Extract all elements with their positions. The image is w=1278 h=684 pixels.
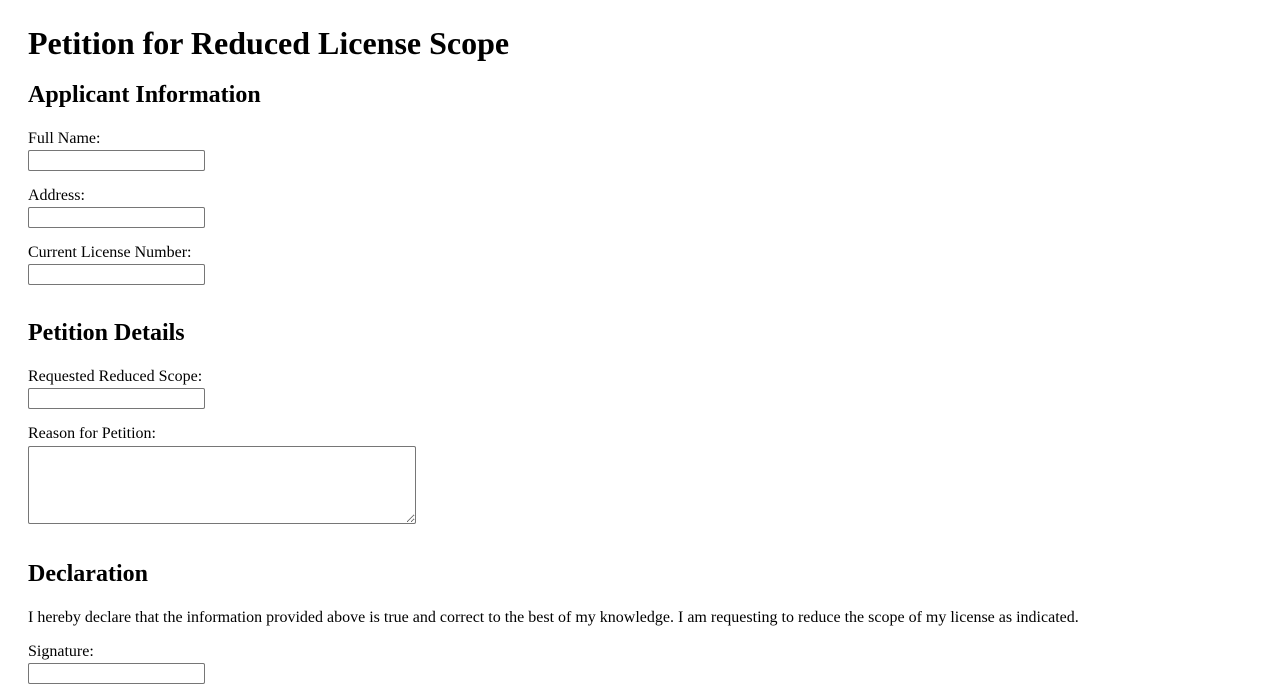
requested-reduced-scope-label: Requested Reduced Scope: [28,368,203,385]
declaration-statement: I hereby declare that the information provided above is true and correct to the best of my knowledge. I am requesting to reduce the scope of my license as indicated. [28,609,1079,626]
current-license-number-input[interactable] [28,264,205,285]
address-input[interactable] [28,207,205,228]
petition-form-page [0,25,1278,684]
section-heading-declaration: Declaration [28,561,148,587]
signature-label: Signature: [28,643,94,660]
signature-input[interactable] [28,663,205,684]
reason-for-petition-label: Reason for Petition: [28,425,156,442]
field-reason-for-petition [28,425,1250,524]
requested-reduced-scope-input[interactable] [28,388,205,409]
page-title: Petition for Reduced License Scope [28,25,510,61]
full-name-input[interactable] [28,150,205,171]
field-current-license-number [28,244,1250,285]
current-license-number-label: Current License Number: [28,244,192,261]
field-full-name [28,130,1250,171]
field-signature [28,643,1250,684]
full-name-label: Full Name: [28,130,101,147]
section-heading-applicant-information: Applicant Information [28,82,261,108]
field-requested-reduced-scope [28,368,1250,409]
field-address [28,187,1250,228]
address-label: Address: [28,187,85,204]
reason-for-petition-textarea[interactable] [28,446,416,524]
section-heading-petition-details: Petition Details [28,320,185,346]
